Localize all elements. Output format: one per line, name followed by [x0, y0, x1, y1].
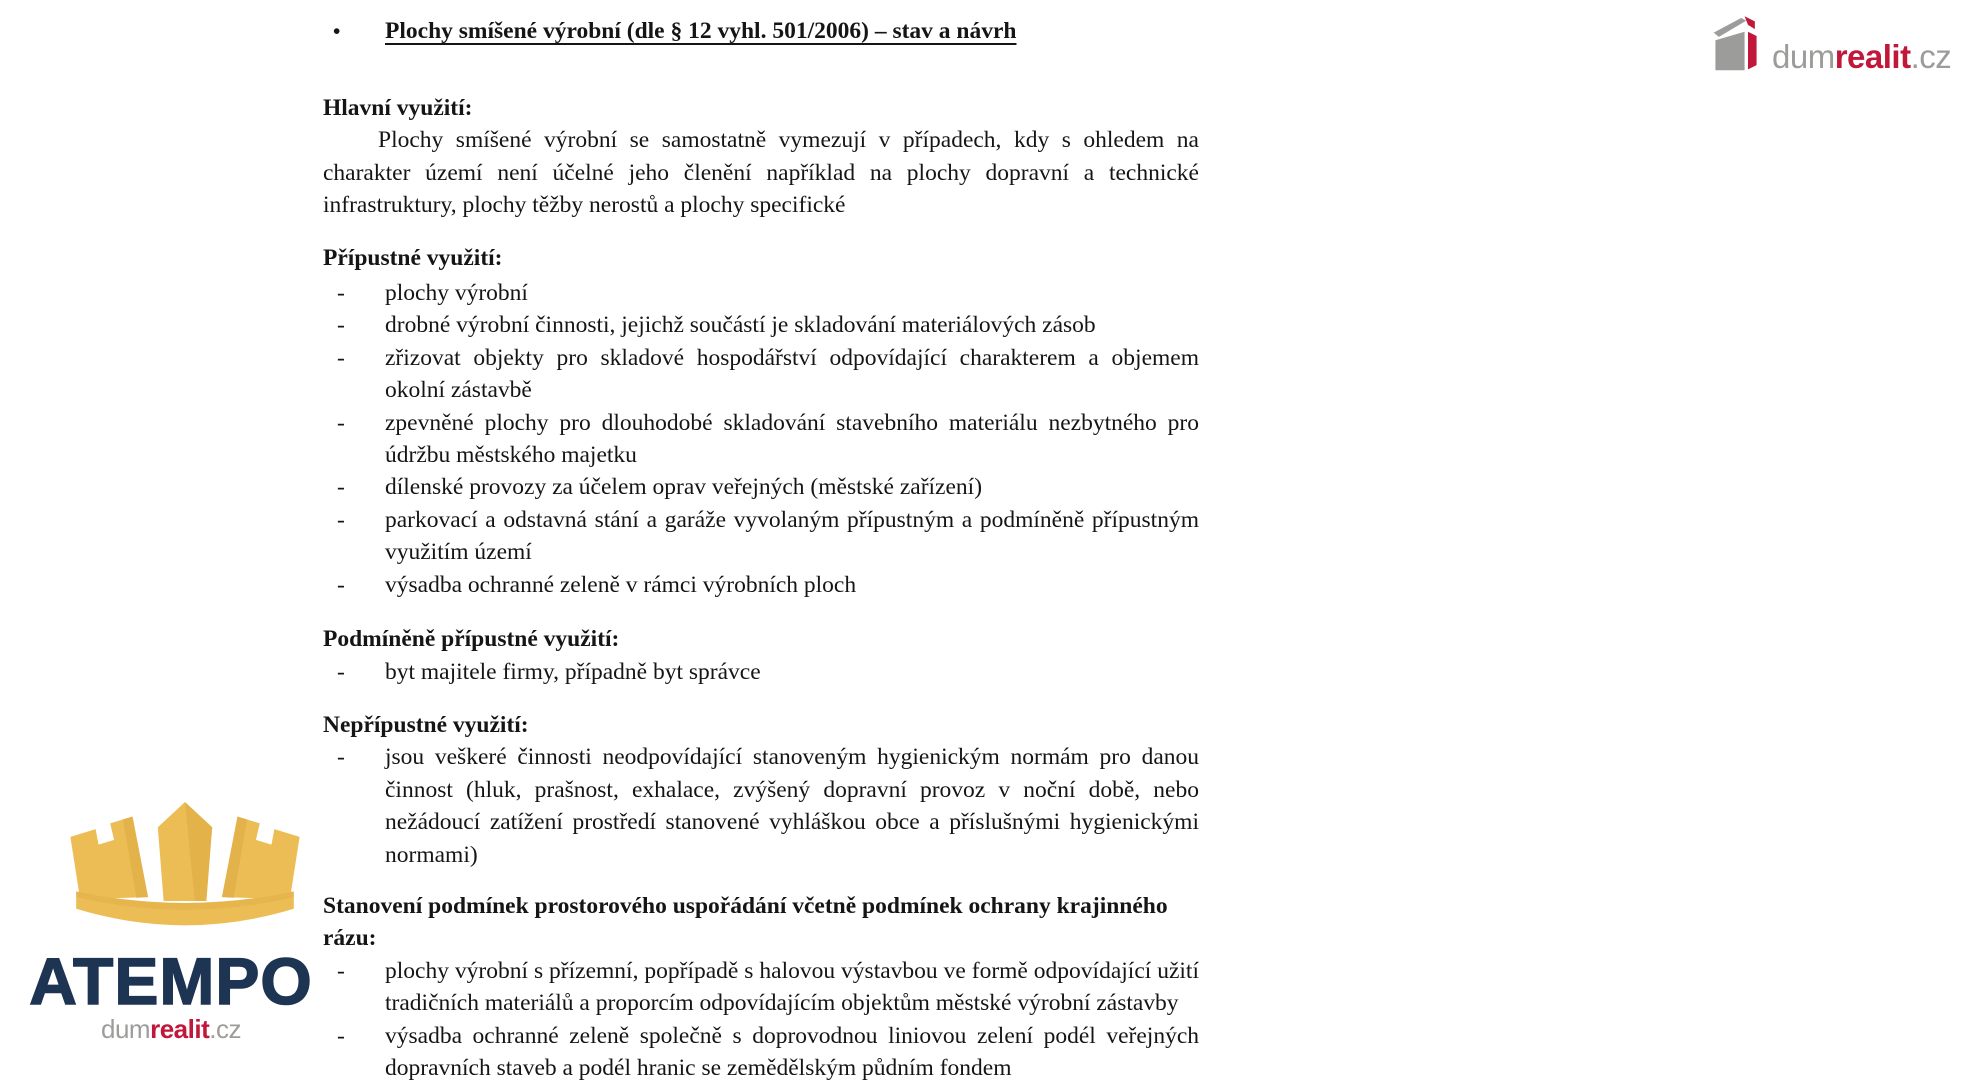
section-paragraph: Plochy smíšené výrobní se samostatně vymezují v případech, kdy s ohledem na charakter území není účelné jeho členění například na plochy dopravní a technické infrastruktury, plochy těžby nerostů a plochy specifické	[323, 127, 1199, 219]
list-item-text: byt majitele firmy, případně byt správce	[385, 658, 761, 685]
wordmark-cz: .cz	[1910, 38, 1952, 75]
dash-marker: -	[337, 474, 345, 501]
wordmark-realit: realit	[1834, 38, 1911, 75]
wordmark-dum: dum	[1772, 38, 1835, 75]
list-item	[323, 955, 1199, 1020]
crown-icon	[67, 800, 303, 941]
dash-marker: -	[337, 571, 345, 598]
list-podminene-pripustne	[323, 656, 1199, 688]
atempo-dumrealit-wordmark	[28, 1015, 314, 1043]
list-stanoveni-podminek	[323, 955, 1199, 1084]
list-item-text: drobné výrobní činnosti, jejichž součástí je skladování materiálových zásob	[385, 312, 1096, 339]
list-item	[323, 342, 1199, 407]
dash-marker: -	[337, 506, 345, 533]
dash-marker: -	[337, 744, 345, 771]
dash-marker: -	[337, 957, 345, 984]
list-item-text: dílenské provozy za účelem oprav veřejných (městské zařízení)	[385, 474, 983, 501]
section-heading-nepripustne: Nepřípustné využití:	[323, 711, 529, 738]
list-item	[323, 309, 1199, 341]
list-item	[323, 1020, 1199, 1084]
list-item-text: plochy výrobní	[385, 280, 528, 307]
dash-marker: -	[337, 1022, 345, 1049]
dumrealit-logo	[1712, 10, 1951, 79]
title-bullet-icon: •	[333, 19, 341, 43]
dash-marker: -	[337, 312, 345, 339]
list-item-text: výsadba ochranné zeleně v rámci výrobních ploch	[385, 571, 857, 598]
dash-marker: -	[337, 344, 345, 371]
dash-marker: -	[337, 658, 345, 685]
list-item	[323, 504, 1199, 569]
dash-marker: -	[337, 280, 345, 307]
section-heading-podminene-pripustne: Podmíněně přípustné využití:	[323, 626, 620, 653]
wordmark-realit: realit	[150, 1014, 210, 1044]
dumrealit-building-icon	[1712, 10, 1760, 79]
list-item	[323, 407, 1199, 472]
dumrealit-wordmark	[1772, 40, 1951, 79]
document-title: Plochy smíšené výrobní (dle § 12 vyhl. 501/2006) – stav a návrh	[385, 18, 1017, 44]
list-item	[323, 569, 1199, 601]
section-heading-pripustne-vyuziti: Přípustné využití:	[323, 244, 503, 271]
dash-marker: -	[337, 409, 345, 436]
list-item	[323, 741, 1199, 871]
document-title-row	[323, 14, 1199, 48]
list-pripustne-vyuziti	[323, 277, 1199, 601]
list-item-text: plochy výrobní s přízemní, popřípadě s halovou výstavbou ve formě odpovídající užití tradičních materiálů a proporcím odpovídajícím objektům městské výrobní zástavby	[385, 957, 1199, 1017]
list-nepripustne	[323, 741, 1199, 871]
list-item-text: zřizovat objekty pro skladové hospodářství odpovídající charakterem a objemem okolní zástavbě	[385, 344, 1199, 404]
document-page	[323, 14, 1199, 1084]
section-heading-stanoveni-podminek: Stanovení podmínek prostorového uspořádání včetně podmínek ochrany krajinného rázu:	[323, 892, 1168, 952]
atempo-brand-name: ATEMPO	[29, 944, 313, 1018]
list-item-text: jsou veškeré činnosti neodpovídající stanoveným hygienickým normám pro danou činnost (hluk, prašnost, exhalace, zvýšený dopravní provoz v noční době, nebo nežádoucí zatížení prostředí stanovené vyhláškou obce a příslušnými hygienickými normami)	[385, 744, 1199, 868]
wordmark-dum: dum	[101, 1014, 151, 1044]
list-item-text: parkovací a odstavná stání a garáže vyvolaným přípustným a podmíněně přípustným využitím území	[385, 506, 1199, 566]
atempo-logo	[28, 800, 314, 1043]
wordmark-cz: .cz	[209, 1014, 241, 1044]
list-item	[323, 471, 1199, 503]
section-heading-hlavni-vyuziti: Hlavní využití:	[323, 95, 473, 121]
list-item-text: zpevněné plochy pro dlouhodobé skladování stavebního materiálu nezbytného pro údržbu městského majetku	[385, 409, 1199, 469]
list-item	[323, 656, 1199, 688]
list-item-text: výsadba ochranné zeleně společně s doprovodnou liniovou zelení podél veřejných dopravních staveb a podél hranic se zemědělským půdním fondem	[385, 1022, 1199, 1081]
list-item	[323, 277, 1199, 309]
